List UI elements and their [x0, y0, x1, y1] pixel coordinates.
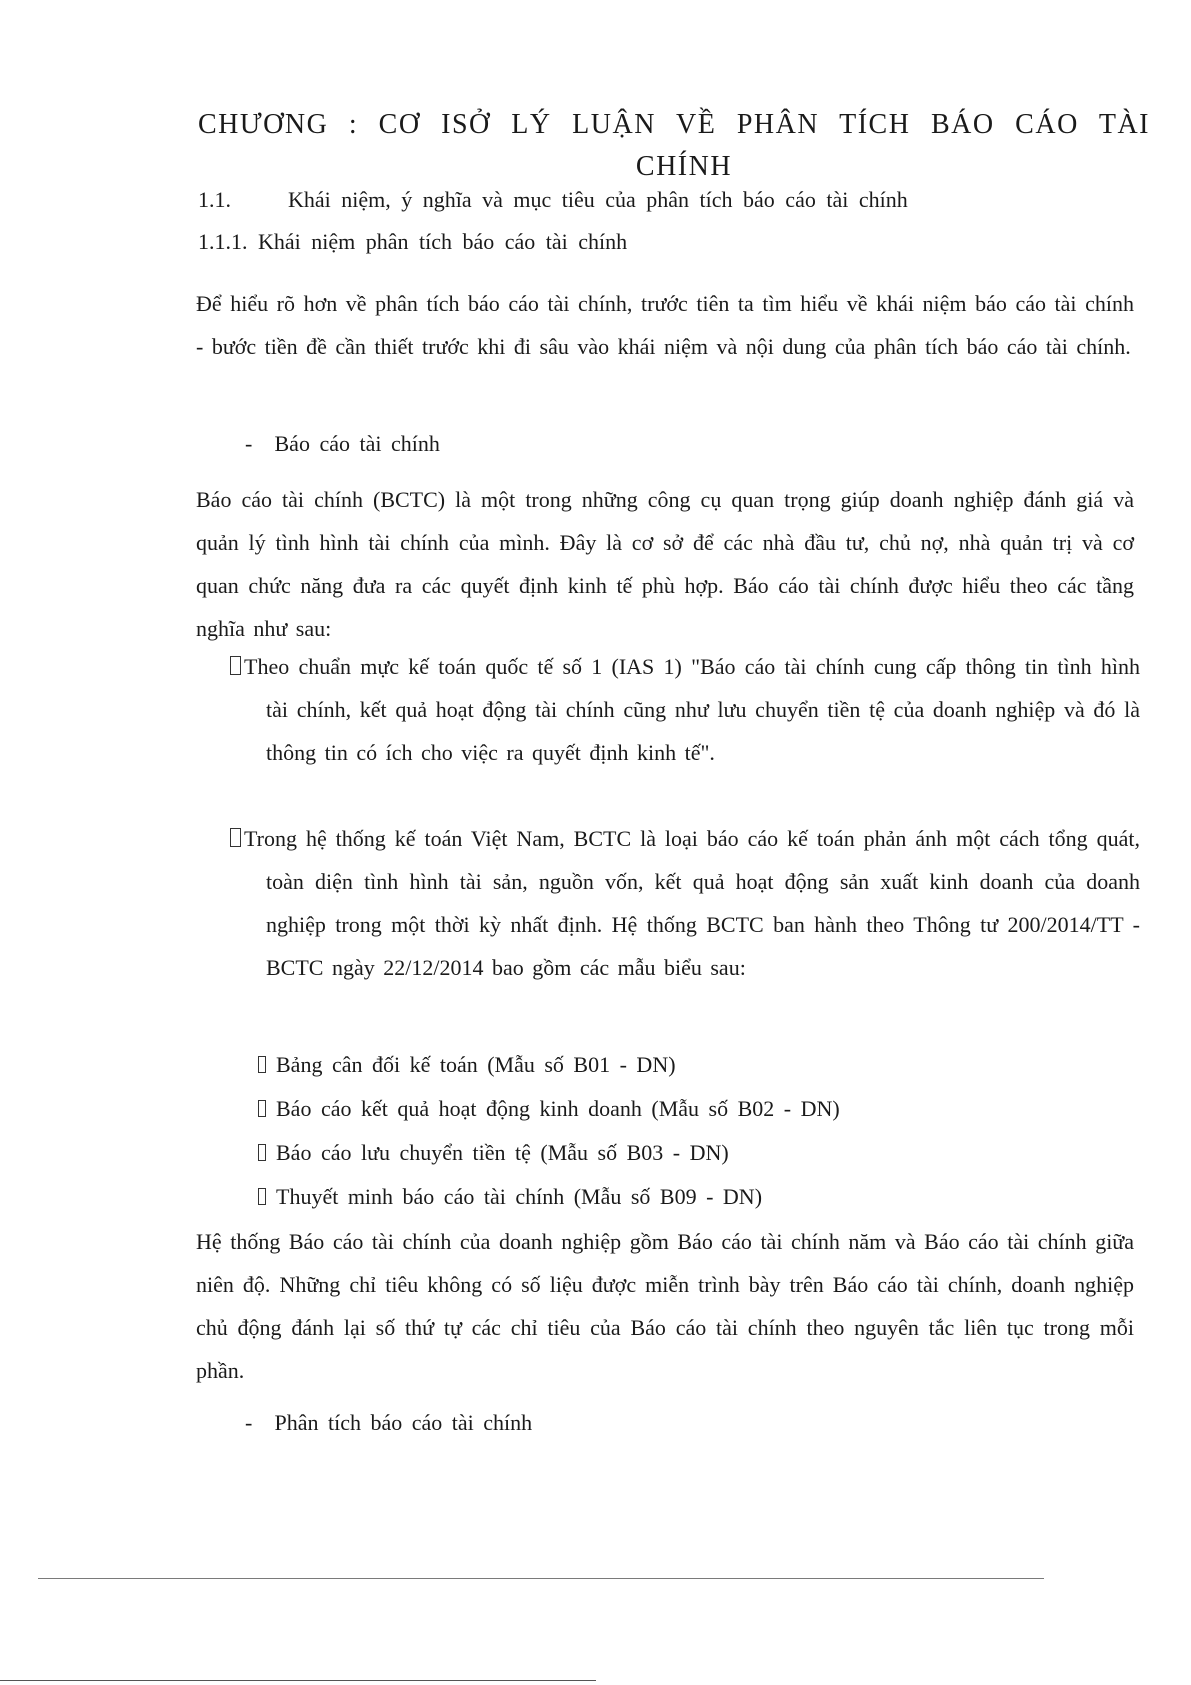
chapter-title — [198, 104, 1150, 188]
footer-divider — [38, 1578, 1044, 1579]
list-item — [258, 1087, 840, 1131]
chapter-title-line-1: CHƯƠNG : CƠ ISỞ LÝ LUẬN VỀ PHÂN TÍCH BÁO CÁO TÀI — [198, 109, 1150, 140]
dash-item-analysis — [245, 1408, 532, 1438]
list-item — [258, 1175, 840, 1219]
definition-ias1 — [230, 645, 1140, 774]
section-number: 1.1. — [198, 187, 231, 212]
form-label: Báo cáo kết quả hoạt động kinh doanh (Mẫu số B02 - DN) — [276, 1096, 840, 1121]
list-item — [258, 1131, 840, 1175]
section-heading-1-1 — [198, 185, 908, 215]
bottom-divider — [0, 1680, 596, 1681]
intro-paragraph: Để hiểu rõ hơn về phân tích báo cáo tài chính, trước tiên ta tìm hiểu về khái niệm báo cáo tài chính - bước tiền đề cần thiết trước khi đi sâu vào khái niệm và nội dung của phân tích báo cáo tài chính. — [196, 291, 1134, 359]
bctc-paragraph: Báo cáo tài chính (BCTC) là một trong những công cụ quan trọng giúp doanh nghiệp đánh giá và quản lý tình hình tài chính của mình. Đây là cơ sở để các nhà đầu tư, chủ nợ, nhà quản trị và cơ quan chức năng đưa ra các quyết định kinh tế phù hợp. Báo cáo tài chính được hiểu theo các tầng nghĩa như sau: — [196, 487, 1134, 641]
missing-glyph-icon — [258, 1100, 266, 1117]
form-label: Thuyết minh báo cáo tài chính (Mẫu số B09 - DN) — [276, 1184, 763, 1209]
section-number: 1.1.1. — [198, 229, 248, 254]
chapter-title-line-2: CHÍNH — [635, 151, 733, 182]
definition-text: Trong hệ thống kế toán Việt Nam, BCTC là loại báo cáo kế toán phản ánh một cách tổng quát, toàn diện tình hình tài sản, nguồn vốn, kết quả hoạt động sản xuất kinh doanh của doanh nghiệp trong một thời kỳ nhất định. Hệ thống BCTC ban hành theo Thông tư 200/2014/TT - BCTC ngày 22/12/2014 bao gồm các mẫu biểu sau: — [244, 826, 1140, 980]
missing-glyph-icon — [258, 1056, 266, 1073]
dash-marker: - — [245, 1410, 253, 1435]
missing-glyph-icon — [230, 656, 241, 675]
missing-glyph-icon — [258, 1188, 266, 1205]
dash-item-label: Phân tích báo cáo tài chính — [274, 1410, 533, 1435]
missing-glyph-icon — [258, 1144, 266, 1161]
form-label: Báo cáo lưu chuyển tiền tệ (Mẫu số B03 - DN) — [276, 1140, 729, 1165]
missing-glyph-icon — [230, 828, 241, 847]
section-heading-1-1-1 — [198, 227, 627, 257]
forms-list — [258, 1043, 840, 1219]
system-paragraph: Hệ thống Báo cáo tài chính của doanh nghiệp gồm Báo cáo tài chính năm và Báo cáo tài chính giữa niên độ. Những chỉ tiêu không có số liệu được miễn trình bày trên Báo cáo tài chính, doanh nghiệp chủ động đánh lại số thứ tự các chỉ tiêu của Báo cáo tài chính theo nguyên tắc liên tục trong mỗi phần. — [196, 1229, 1134, 1383]
definition-vietnam — [230, 817, 1140, 989]
dash-item-label: Báo cáo tài chính — [274, 431, 440, 456]
dash-item-bctc — [245, 429, 440, 459]
definition-text: Theo chuẩn mực kế toán quốc tế số 1 (IAS 1) "Báo cáo tài chính cung cấp thông tin tình hình tài chính, kết quả hoạt động tài chính cũng như lưu chuyển tiền tệ của doanh nghiệp và đó là thông tin có ích cho việc ra quyết định kinh tế". — [244, 654, 1140, 765]
section-title: Khái niệm, ý nghĩa và mục tiêu của phân tích báo cáo tài chính — [288, 187, 908, 212]
form-label: Bảng cân đối kế toán (Mẫu số B01 - DN) — [276, 1052, 676, 1077]
list-item — [258, 1043, 840, 1087]
section-title: Khái niệm phân tích báo cáo tài chính — [258, 229, 628, 254]
dash-marker: - — [245, 431, 253, 456]
